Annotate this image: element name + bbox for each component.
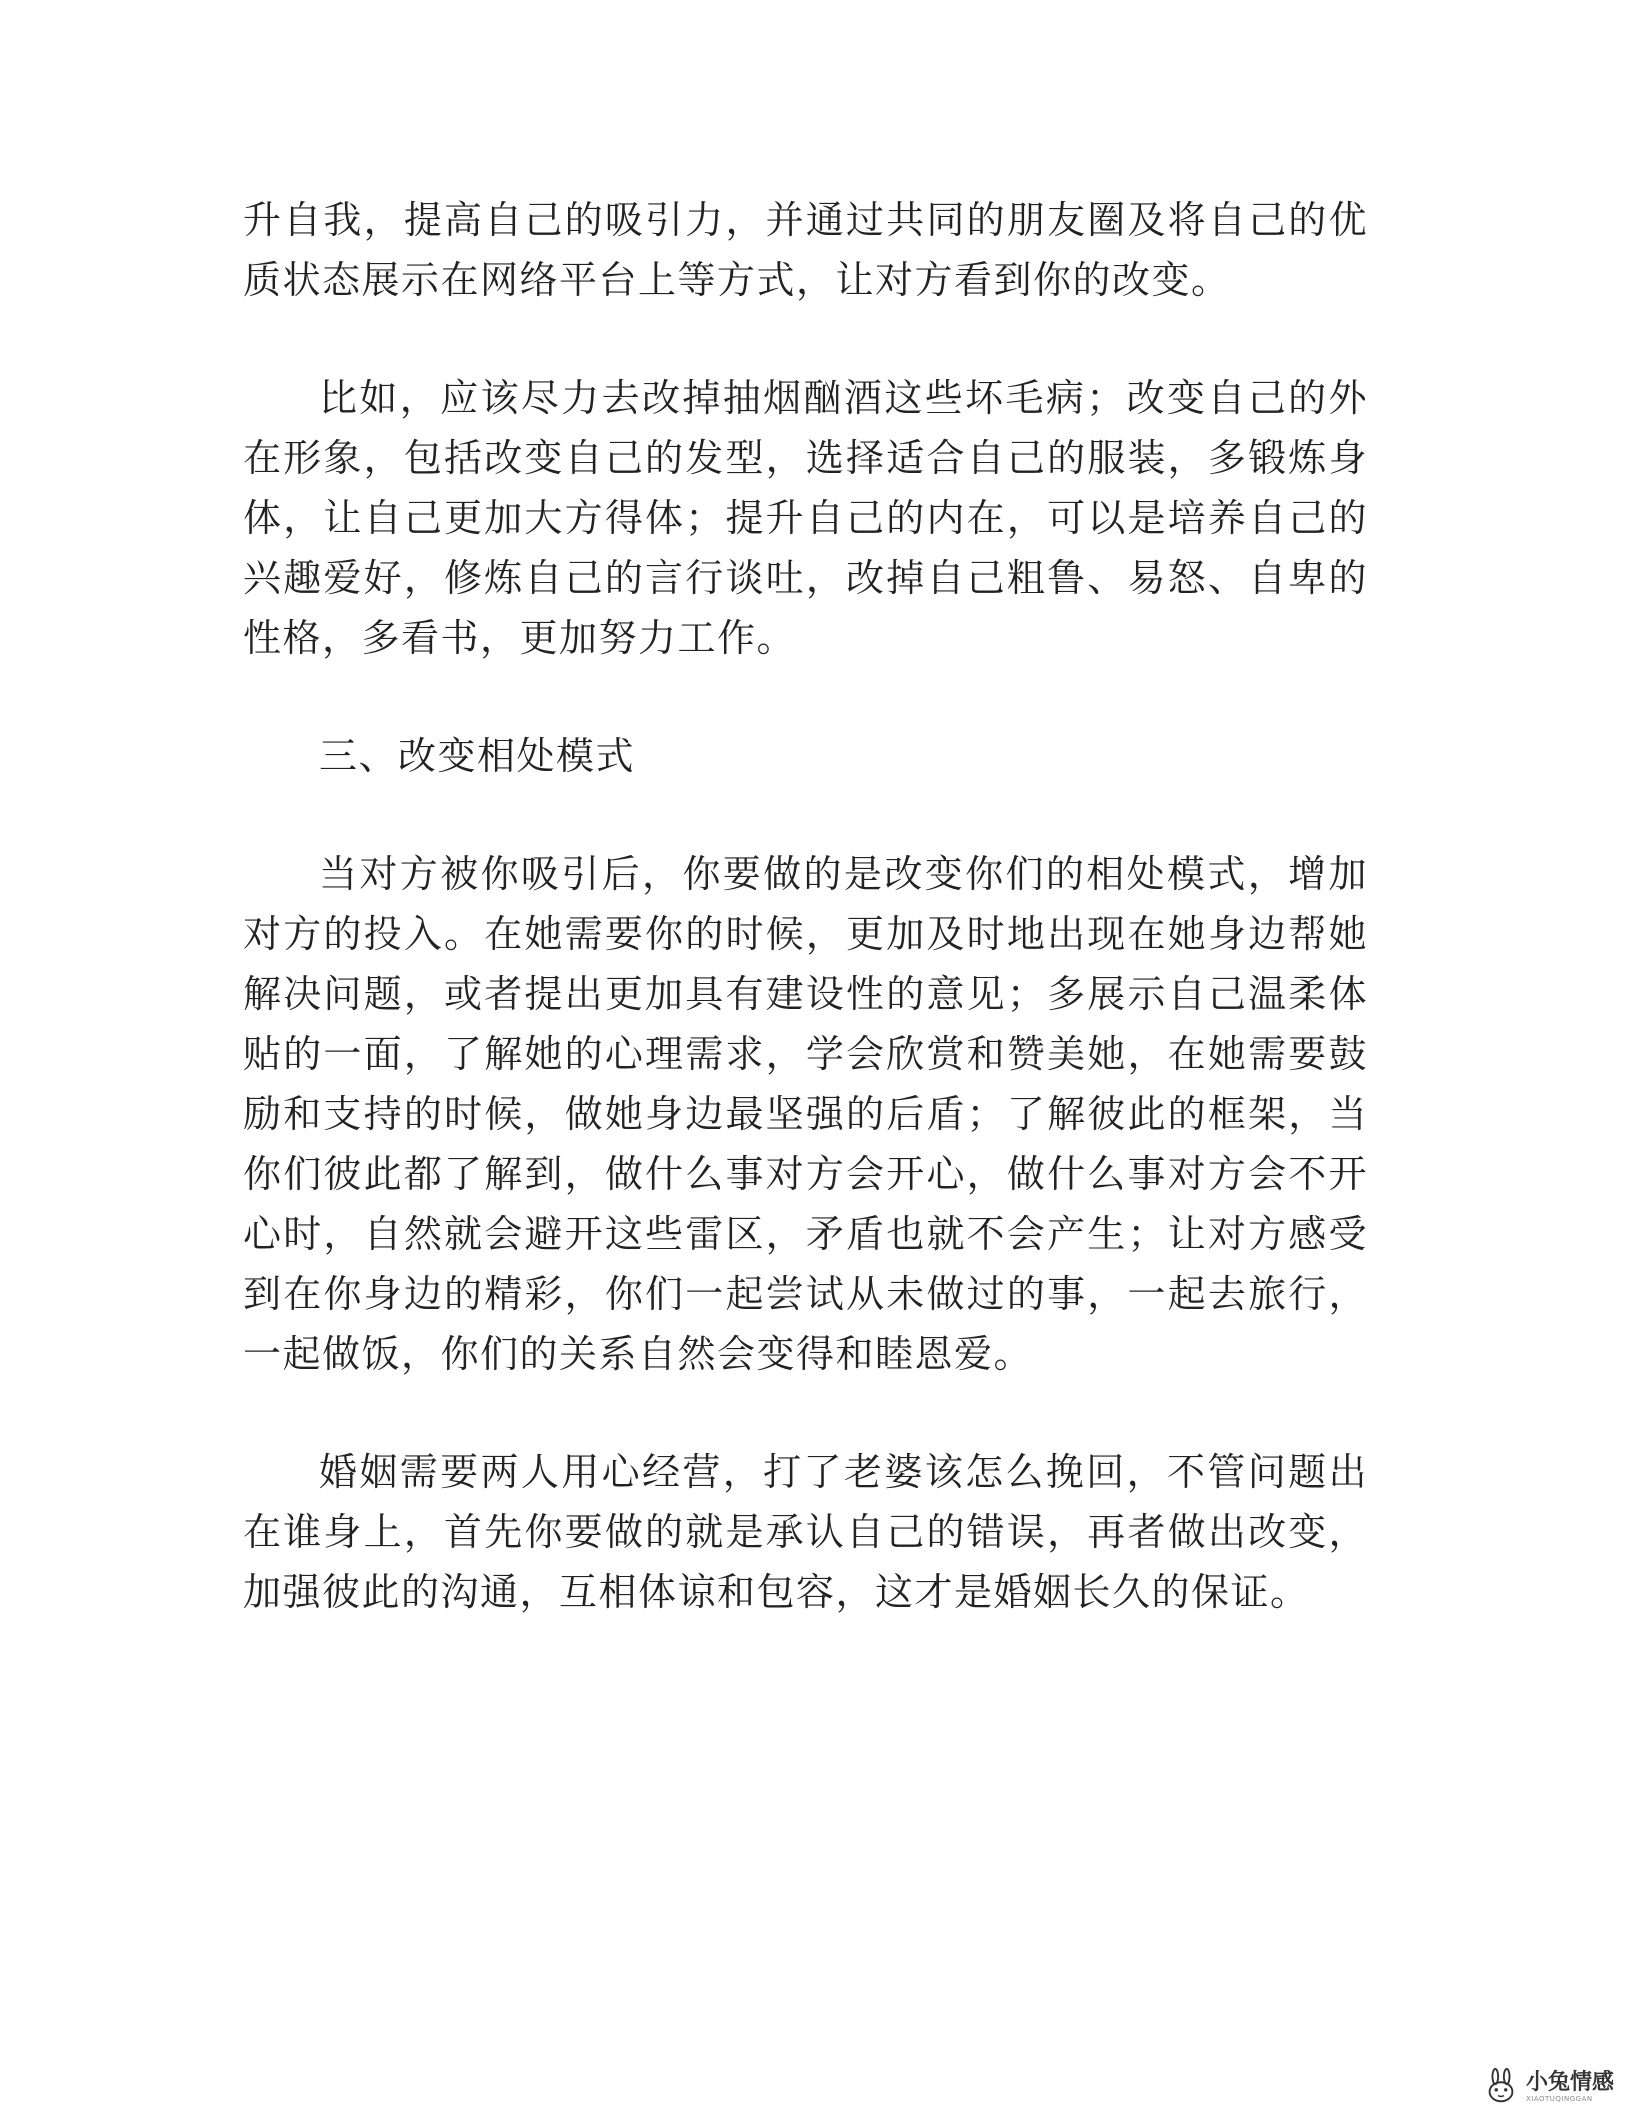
watermark-text xyxy=(1525,2069,1614,2103)
paragraph-self-improvement: 比如，应该尽力去改掉抽烟酗酒这些坏毛病；改变自己的外在形象，包括改变自己的发型，选择适合自己的服装，多锻炼身体，让自己更加大方得体；提升自己的内在，可以是培养自己的兴趣爱好，修炼自己的言行谈吐，改掉自己粗鲁、易怒、自卑的性格，多看书，更加努力工作。 xyxy=(243,376,1368,660)
paragraph-continuation: 升自我，提高自己的吸引力，并通过共同的朋友圈及将自己的优质状态展示在网络平台上等方式，让对方看到你的改变。 xyxy=(243,198,1368,302)
paragraph-conclusion: 婚姻需要两人用心经营，打了老婆该怎么挽回，不管问题出在谁身上，首先你要做的就是承认自己的错误，再者做出改变，加强彼此的沟通，互相体谅和包容，这才是婚姻长久的保证。 xyxy=(243,1450,1368,1614)
rabbit-icon xyxy=(1482,2068,1520,2106)
section-heading: 三、改变相处模式 xyxy=(319,734,636,778)
watermark-name: 小兔情感 xyxy=(1525,2069,1614,2095)
watermark-subtitle: XIAOTUQINGGAN xyxy=(1525,2094,1593,2103)
document-body xyxy=(243,190,1368,1622)
paragraph-interaction-mode: 当对方被你吸引后，你要做的是改变你们的相处模式，增加对方的投入。在她需要你的时候，更加及时地出现在她身边帮她解决问题，或者提出更加具有建设性的意见；多展示自己温柔体贴的一面，了解她的心理需求，学会欣赏和赞美她，在她需要鼓励和支持的时候，做她身边最坚强的后盾；了解彼此的框架，当你们彼此都了解到，做什么事对方会开心，做什么事对方会不开心时，自然就会避开这些雷区，矛盾也就不会产生；让对方感受到在你身边的精彩，你们一起尝试从未做过的事，一起去旅行，一起做饭，你们的关系自然会变得和睦恩爱。 xyxy=(243,852,1368,1376)
watermark-logo xyxy=(1482,2068,1614,2106)
